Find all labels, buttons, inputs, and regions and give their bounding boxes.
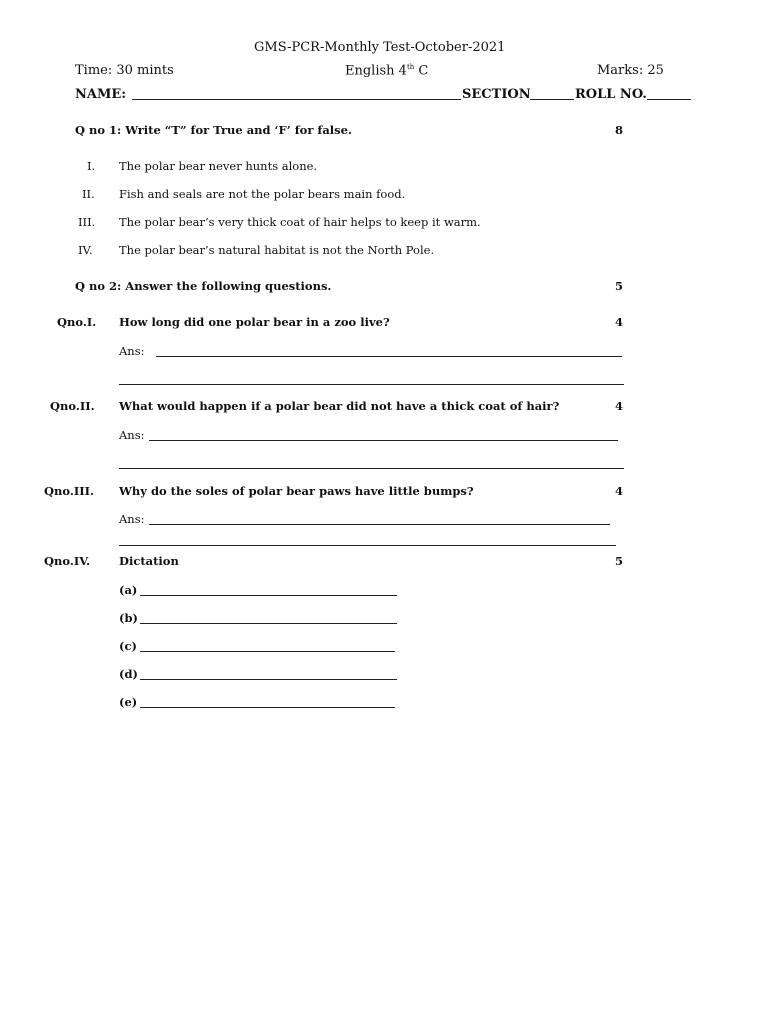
- question-marks: 4: [615, 399, 624, 413]
- dictation-title: Dictation: [119, 554, 179, 568]
- q2-marks: 5: [615, 279, 624, 293]
- dictation-item-label: (b): [119, 611, 138, 625]
- q2-title: Q no 2: Answer the following questions.: [75, 279, 332, 293]
- dictation-line[interactable]: [140, 651, 395, 652]
- dictation-item-label: (c): [119, 639, 137, 653]
- q1-item-num: IV.: [78, 243, 93, 257]
- q1-item-num: I.: [87, 159, 96, 173]
- q1-item-text: The polar bear never hunts alone.: [119, 159, 318, 173]
- q1-item-text: Fish and seals are not the polar bears main food.: [119, 187, 406, 201]
- section-field[interactable]: [530, 99, 574, 100]
- subject-superscript: th: [406, 63, 415, 71]
- dictation-marks: 5: [615, 554, 624, 568]
- section-label: SECTION: [462, 87, 531, 102]
- question-number: Qno.III.: [44, 484, 94, 498]
- name-label: NAME:: [75, 87, 127, 102]
- q1-item-text: The polar bear’s natural habitat is not the North Pole.: [119, 243, 435, 257]
- answer-label: Ans:: [119, 428, 145, 442]
- dictation-item-label: (a): [119, 583, 138, 597]
- dictation-number: Qno.IV.: [44, 554, 91, 568]
- dictation-line[interactable]: [140, 707, 395, 708]
- question-text: How long did one polar bear in a zoo live?: [119, 315, 390, 329]
- q1-item-text: The polar bear’s very thick coat of hair helps to keep it warm.: [119, 215, 481, 229]
- q1-item-num: III.: [78, 215, 96, 229]
- roll-no-field[interactable]: [647, 99, 691, 100]
- marks-total: Marks: 25: [597, 63, 664, 78]
- q1-title: Q no 1: Write “T” for True and ‘F’ for false.: [75, 123, 352, 137]
- time-label: Time: 30 mints: [75, 63, 174, 78]
- dictation-item-label: (e): [119, 695, 138, 709]
- question-number: Qno.I.: [57, 315, 97, 329]
- dictation-line[interactable]: [140, 623, 397, 624]
- test-title: GMS-PCR-Monthly Test-October-2021: [254, 40, 506, 55]
- question-marks: 4: [615, 315, 624, 329]
- question-text: Why do the soles of polar bear paws have little bumps?: [119, 484, 474, 498]
- subject-label: [345, 63, 428, 78]
- dictation-line[interactable]: [140, 679, 397, 680]
- answer-line[interactable]: [119, 468, 624, 469]
- q1-marks: 8: [615, 123, 624, 137]
- answer-label: Ans:: [119, 344, 145, 358]
- dictation-item-label: (d): [119, 667, 138, 681]
- question-number: Qno.II.: [50, 399, 95, 413]
- q1-item-num: II.: [82, 187, 95, 201]
- name-field[interactable]: [132, 99, 461, 100]
- answer-line[interactable]: [149, 440, 618, 441]
- dictation-line[interactable]: [140, 595, 397, 596]
- answer-line[interactable]: [156, 356, 622, 357]
- roll-no-label: ROLL NO.: [575, 87, 647, 102]
- answer-line[interactable]: [149, 524, 610, 525]
- answer-line[interactable]: [119, 384, 624, 385]
- subject-section: C: [414, 63, 429, 79]
- answer-line[interactable]: [119, 545, 616, 546]
- question-text: What would happen if a polar bear did not have a thick coat of hair?: [119, 399, 560, 413]
- answer-label: Ans:: [119, 512, 145, 526]
- subject-main: English 4: [345, 63, 407, 79]
- question-marks: 4: [615, 484, 624, 498]
